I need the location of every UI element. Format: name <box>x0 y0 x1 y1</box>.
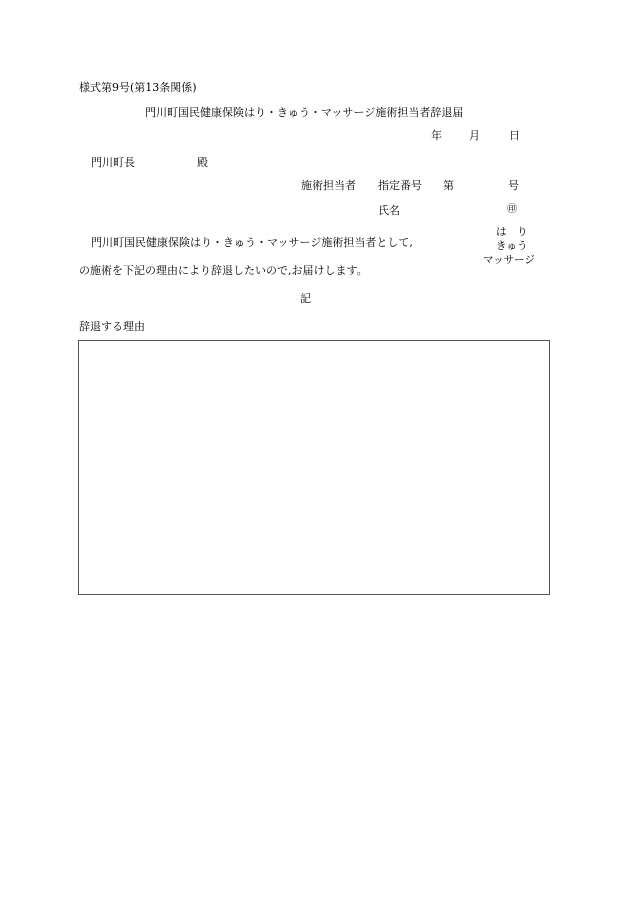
date-year-label: 年 <box>431 129 442 142</box>
treatment-option-hari: は り <box>496 226 528 238</box>
treatment-option-kyu: きゅう <box>496 240 528 252</box>
number-suffix: 号 <box>508 179 519 192</box>
body-text-line1: 門川町国民健康保険はり・きゅう・マッサージ施術担当者として, <box>91 236 413 249</box>
treatment-option-massage: マッサージ <box>483 254 535 266</box>
date-day-label: 日 <box>509 129 520 142</box>
practitioner-label: 施術担当者 <box>301 179 356 192</box>
date-month-label: 月 <box>469 129 480 142</box>
reason-box[interactable] <box>78 340 550 595</box>
number-prefix: 第 <box>443 179 454 192</box>
body-text-line2: の施術を下記の理由により辞退したいので,お届けします。 <box>79 264 368 277</box>
addressee-honorific: 殿 <box>197 156 208 169</box>
name-label: 氏名 <box>378 204 400 217</box>
reason-label: 辞退する理由 <box>79 320 145 333</box>
form-number: 様式第9号(第13条関係) <box>79 81 197 94</box>
addressee-name: 門川町長 <box>91 156 135 169</box>
document-title: 門川町国民健康保険はり・きゅう・マッサージ施術担当者辞退届 <box>145 106 464 119</box>
seal-mark: ㊞ <box>507 204 517 215</box>
designation-number-label: 指定番号 <box>378 179 422 192</box>
ki-heading: 記 <box>300 292 311 305</box>
